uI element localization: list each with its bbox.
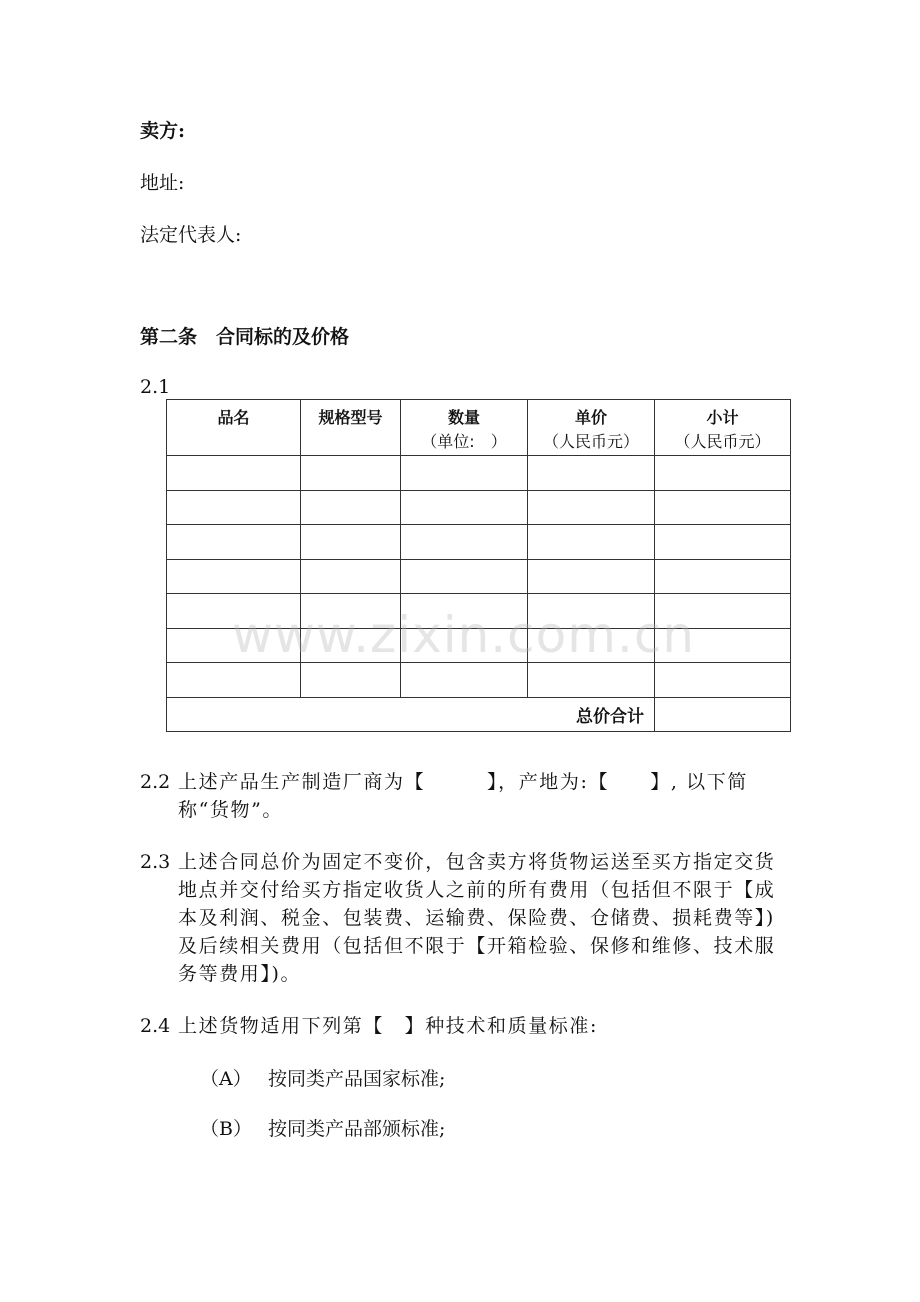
cell-spec-model[interactable] [301,559,401,594]
clause-2-4-text: 上述货物适用下列第【 】种技术和质量标准: [178,1015,599,1037]
option-a-tag: （A） [200,1068,252,1090]
cell-unit-price[interactable] [528,525,655,560]
clause-2-2 [140,768,785,824]
option-a [200,1064,445,1091]
header-product-name: 品名 [167,400,301,456]
cell-product-name[interactable] [167,456,301,491]
option-b [200,1114,445,1141]
clause-2-1-number: 2.1 [140,376,171,398]
clause-2-3-number: 2.3 [140,851,171,873]
watermark: www.zixin.com.cn [232,606,696,664]
cell-quantity[interactable] [401,456,528,491]
cell-product-name[interactable] [167,490,301,525]
cell-spec-model[interactable] [301,490,401,525]
header-quantity: 数量 （单位: ） [401,400,528,456]
legal-representative-label: 法定代表人: [140,224,242,246]
clause-2-3-text: 上述合同总价为固定不变价，包含卖方将货物运送至买方指定交货地点并交付给买方指定收货人之前的所有费用（包括但不限于【成本及利润、税金、包装费、运输费、保险费、仓储费、损耗费等】)及后续相关费用（包括但不限于【开箱检验、保修和维修、技术服务等费用】)。 [178,851,776,985]
header-subtotal: 小计 （人民币元） [655,400,791,456]
seller-label: 卖方: [140,120,186,142]
clause-2-3 [140,848,785,988]
clause-2-4 [140,1012,785,1040]
cell-subtotal[interactable] [655,663,791,698]
clause-2-4-number: 2.4 [140,1015,171,1037]
total-label: 总价合计 [167,697,655,732]
cell-quantity[interactable] [401,490,528,525]
header-spec-model: 规格型号 [301,400,401,456]
table-row [167,456,791,491]
cell-unit-price[interactable] [528,456,655,491]
cell-unit-price[interactable] [528,559,655,594]
article-heading: 第二条 合同标的及价格 [140,326,350,348]
cell-quantity[interactable] [401,559,528,594]
header-unit-price: 单价 （人民币元） [528,400,655,456]
clause-2-2-text: 上述产品生产制造厂商为【 】，产地为:【 】, 以下简称“货物”。 [178,771,748,821]
table-row [167,490,791,525]
cell-subtotal[interactable] [655,559,791,594]
cell-product-name[interactable] [167,663,301,698]
table-row [167,663,791,698]
option-b-text: 按同类产品部颁标准; [268,1118,446,1140]
cell-quantity[interactable] [401,525,528,560]
cell-spec-model[interactable] [301,456,401,491]
option-b-tag: （B） [200,1118,252,1140]
clause-2-2-number: 2.2 [140,771,171,793]
cell-quantity[interactable] [401,663,528,698]
cell-product-name[interactable] [167,525,301,560]
cell-unit-price[interactable] [528,663,655,698]
cell-unit-price[interactable] [528,490,655,525]
cell-subtotal[interactable] [655,525,791,560]
cell-spec-model[interactable] [301,663,401,698]
cell-subtotal[interactable] [655,456,791,491]
cell-spec-model[interactable] [301,525,401,560]
option-a-text: 按同类产品国家标准; [268,1068,446,1090]
cell-subtotal[interactable] [655,490,791,525]
table-row [167,525,791,560]
goods-price-table [166,399,791,732]
total-value-cell[interactable] [655,697,791,732]
cell-product-name[interactable] [167,559,301,594]
table-row [167,559,791,594]
address-label: 地址: [140,172,185,194]
table-total-row [167,697,791,732]
table-header-row [167,400,791,456]
